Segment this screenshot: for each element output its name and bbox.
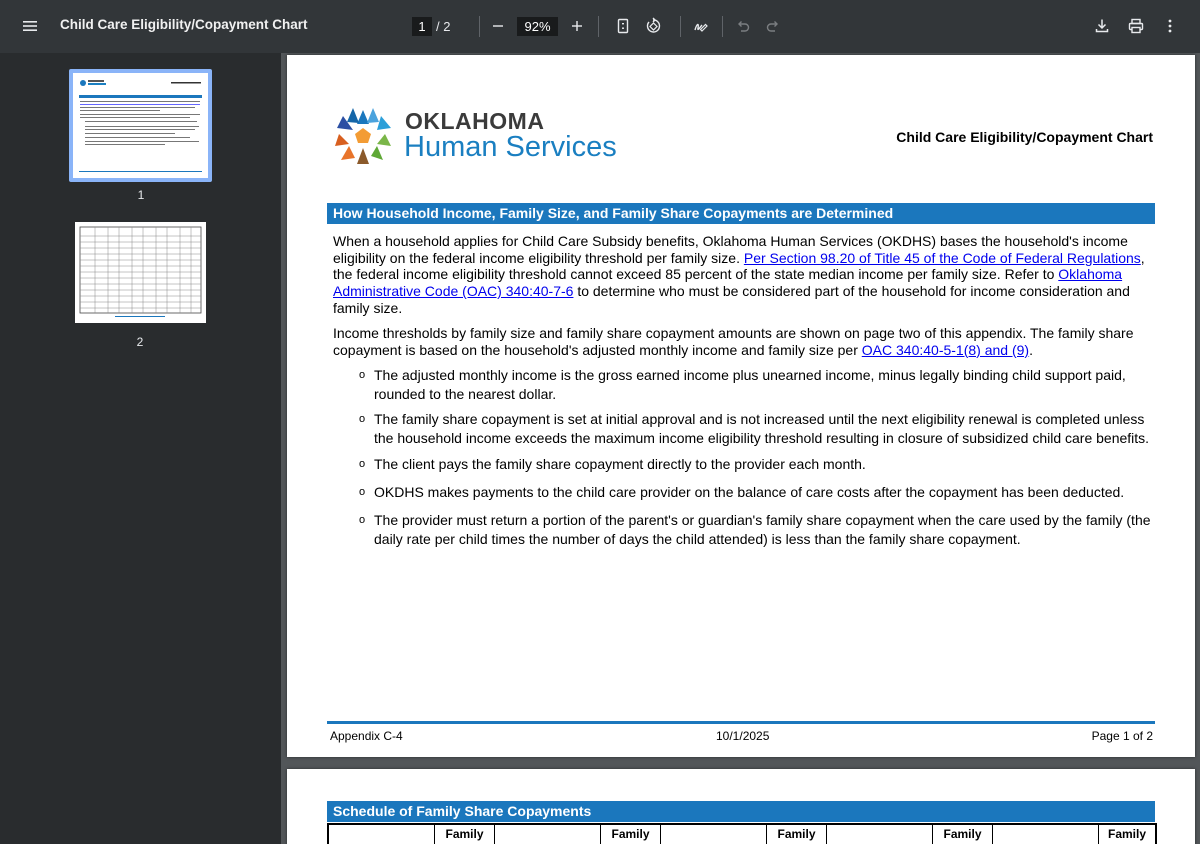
table-header-cell: Family <box>1107 827 1146 841</box>
bullet-mark: o <box>359 458 366 470</box>
table-header-cell <box>329 825 435 844</box>
pdf-page-2 <box>287 769 1195 844</box>
bullet-text: The client pays the family share copayment directly to the provider each month. <box>374 456 866 472</box>
zoom-input[interactable]: 92% <box>517 17 558 36</box>
table-header-cell: Family <box>435 825 495 844</box>
draw-icon <box>692 17 710 35</box>
footer-date: 10/1/2025 <box>716 729 770 743</box>
table-header-cell: Family <box>601 825 661 844</box>
section-heading: Schedule of Family Share Copayments <box>327 801 1155 822</box>
minus-icon <box>489 17 507 35</box>
oac-340-40-5-1-link[interactable]: OAC 340:40-5-1(8) and (9) <box>861 341 1030 358</box>
print-icon <box>1127 17 1145 35</box>
zoom-in-button[interactable] <box>563 12 591 40</box>
more-options-button[interactable] <box>1156 12 1184 40</box>
page-total: / 2 <box>436 19 451 34</box>
bullet-text: The adjusted monthly income is the gross earned income plus unearned income, minus legally binding child support paid, rounded to the nearest dollar. <box>374 367 1126 402</box>
section-heading: How Household Income, Family Size, and Family Share Copayments are Determined <box>327 203 1155 224</box>
thumbnail-label: 2 <box>136 335 144 349</box>
undo-button[interactable] <box>729 12 757 40</box>
page-number-input[interactable]: 1 <box>412 17 432 36</box>
paragraph-income-thresholds <box>333 325 1151 358</box>
bullet-text: The family share copayment is set at initial approval and is not increased until the next eligibility renewal is completed unless the household income exceeds the maximum income eligibility threshold resulting in closure of subsidized child care benefits. <box>374 411 1150 446</box>
fit-page-icon <box>614 17 632 35</box>
footer-appendix: Appendix C-4 <box>330 729 403 743</box>
paragraph-text: Income thresholds by family size and family share copayment amounts are shown on page two of this appendix. The family share copayment is based on the household's adjusted monthly income and family size per <box>333 325 1134 358</box>
bullet-item <box>359 455 1154 474</box>
okdhs-logo-icon <box>333 106 393 168</box>
rotate-icon <box>644 17 662 35</box>
cfr-link[interactable]: Per Section 98.20 of Title 45 of the Code of Federal Regulations <box>743 249 1141 266</box>
bullet-item <box>359 483 1154 502</box>
undo-icon <box>734 17 752 35</box>
table-header-cell <box>827 825 933 844</box>
plus-icon <box>568 17 586 35</box>
table-header-cell <box>495 825 601 844</box>
thumbnail-page-2[interactable] <box>75 222 206 323</box>
thumbnail-page-1[interactable] <box>73 73 208 178</box>
fit-page-button[interactable] <box>609 12 637 40</box>
logo-text-oklahoma: OKLAHOMA <box>405 108 545 134</box>
rotate-button[interactable] <box>639 12 667 40</box>
toolbar-divider <box>722 16 723 37</box>
bullet-text: OKDHS makes payments to the child care provider on the balance of care costs after the copayment has been deducted. <box>374 484 1125 500</box>
pdf-toolbar <box>0 0 1200 53</box>
table-header-cell <box>993 825 1099 844</box>
more-vert-icon <box>1161 17 1179 35</box>
paragraph-income-eligibility <box>333 233 1151 317</box>
bullet-mark: o <box>359 514 366 526</box>
footer-page-number: Page 1 of 2 <box>1091 729 1153 743</box>
thumbnail-label: 1 <box>137 188 145 202</box>
redo-button[interactable] <box>759 12 787 40</box>
oac-340-40-7-6-link[interactable]: Oklahoma Administrative Code (OAC) 340:40-7-6 <box>333 266 1123 300</box>
annotate-button[interactable] <box>687 12 715 40</box>
bullet-mark: o <box>359 369 366 381</box>
bullet-mark: o <box>359 486 366 498</box>
bullet-item <box>359 366 1154 403</box>
document-title: Child Care Eligibility/Copayment Chart <box>60 17 308 32</box>
table-header-cell <box>661 825 767 844</box>
table-header-cell: Family <box>767 825 827 844</box>
footer-divider <box>327 721 1155 724</box>
menu-icon[interactable] <box>16 12 44 40</box>
bullet-text: The provider must return a portion of the parent's or guardian's family share copayment when the care used by the family (the daily rate per child times the number of days the child attended) is less than the family share copayment. <box>374 512 1151 547</box>
thumbnail-sidebar <box>0 53 281 844</box>
pdf-page-1 <box>287 55 1195 757</box>
copayment-schedule-table <box>327 823 1157 844</box>
bullet-item <box>359 410 1154 447</box>
toolbar-divider <box>479 16 480 37</box>
print-button[interactable] <box>1122 12 1150 40</box>
document-viewer[interactable] <box>281 53 1200 844</box>
bullet-mark: o <box>359 413 366 425</box>
download-button[interactable] <box>1088 12 1116 40</box>
paragraph-text: , the federal income eligibility threshold cannot exceed 85 percent of the state median income per family size. Refer to <box>333 249 1145 283</box>
paragraph-text: . <box>1029 341 1033 358</box>
logo-text-human-services: Human Services <box>404 131 617 163</box>
bullet-item <box>359 511 1154 548</box>
page-header-title: Child Care Eligibility/Copayment Chart <box>896 129 1153 145</box>
paragraph-text: to determine who must be considered part of the household for income consideration and family size. <box>333 283 1130 316</box>
table-header-cell: Family <box>933 825 993 844</box>
toolbar-divider <box>680 16 681 37</box>
zoom-out-button[interactable] <box>484 12 512 40</box>
toolbar-divider <box>598 16 599 37</box>
redo-icon <box>764 17 782 35</box>
paragraph-text: When a household applies for Child Care Subsidy benefits, Oklahoma Human Services (OKDHS) bases the household's income eligibility on the federal income eligibility threshold per family size. <box>333 233 1128 266</box>
download-icon <box>1093 17 1111 35</box>
